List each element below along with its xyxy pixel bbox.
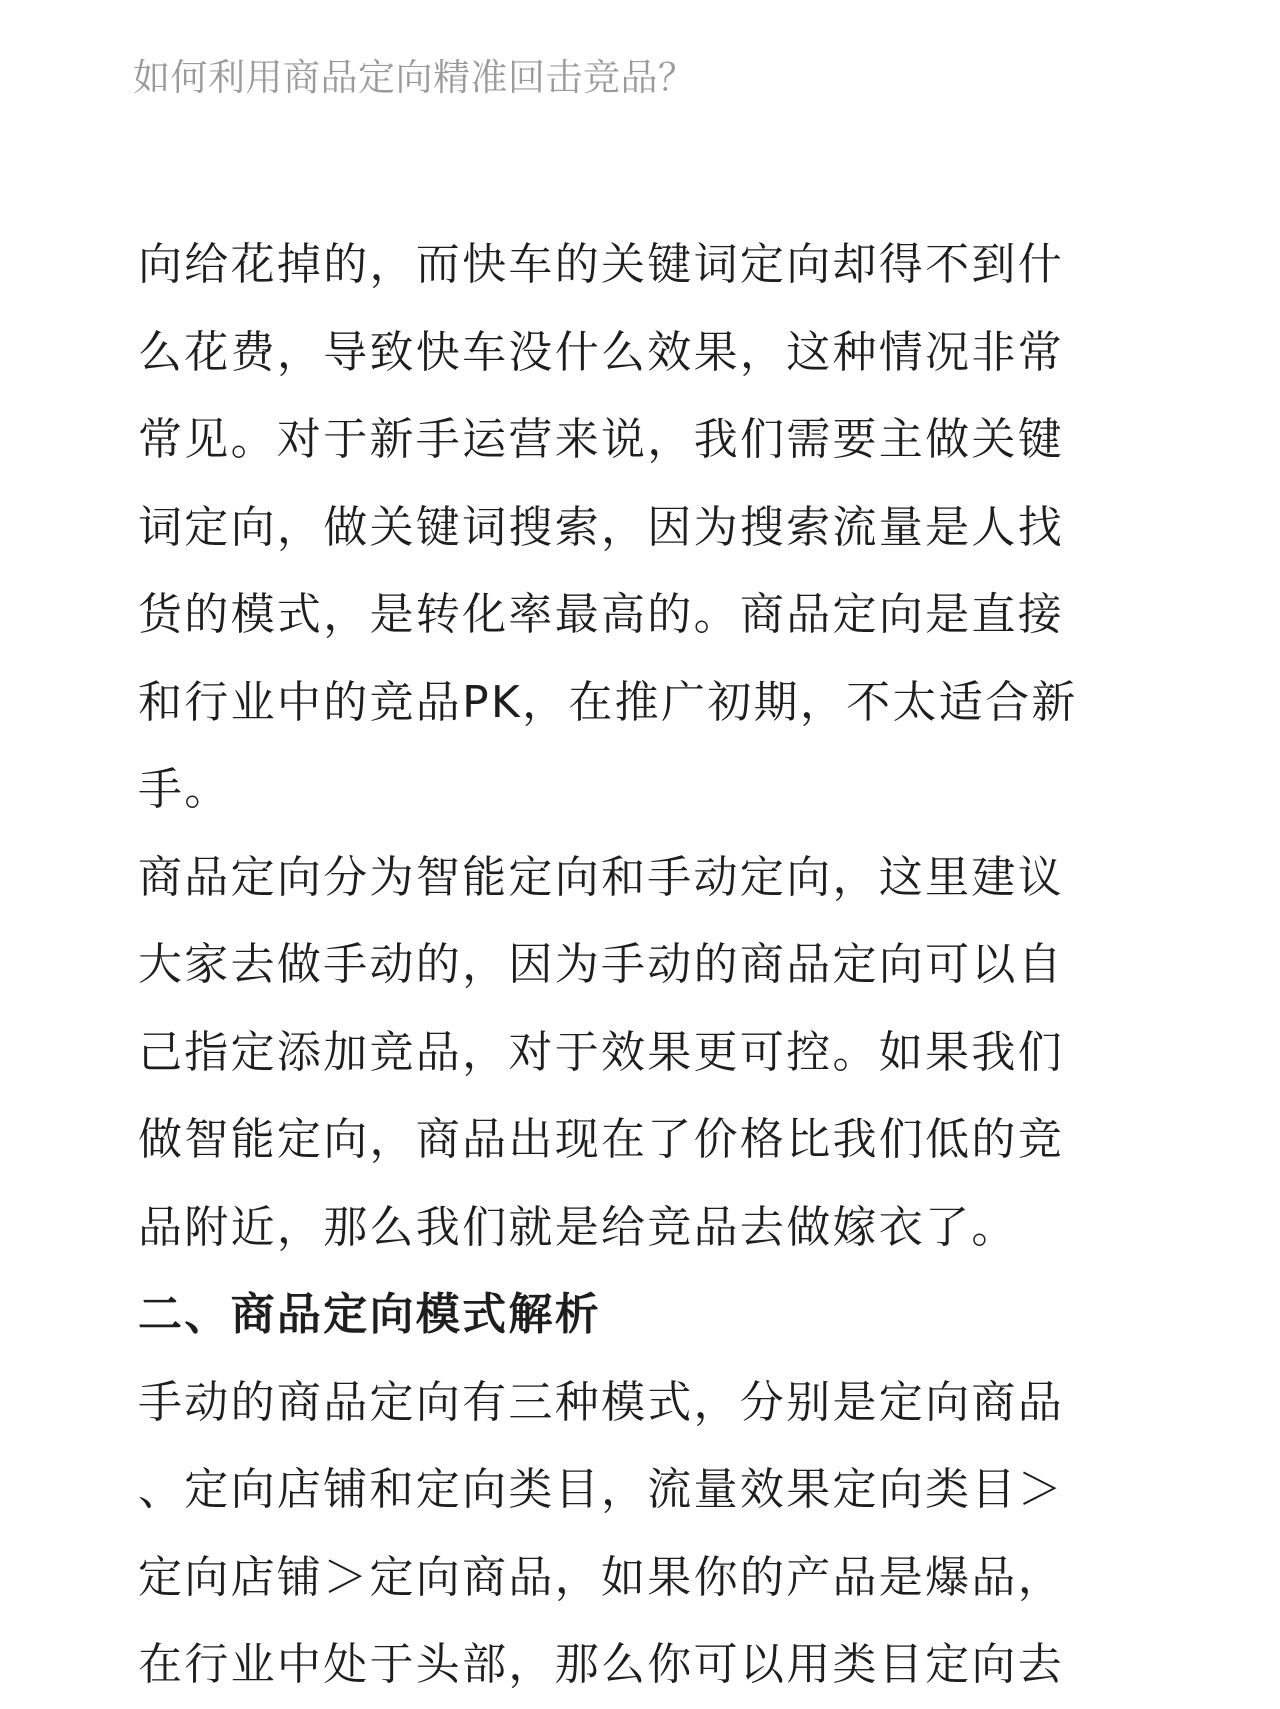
article-line: 商品定向分为智能定向和手动定向，这里建议 xyxy=(138,851,1064,903)
article-line: 定向店铺＞定向商品，如果你的产品是爆品， xyxy=(138,1551,1064,1603)
article-line: 和行业中的竞品PK，在推广初期，不太适合新 xyxy=(138,676,1078,728)
section-heading: 二、商品定向模式解析 xyxy=(138,1289,601,1340)
article-line: 、定向店铺和定向类目，流量效果定向类目＞ xyxy=(138,1464,1064,1515)
article-line: 己指定添加竞品，对于效果更可控。如果我们 xyxy=(138,1026,1064,1078)
article-line: 词定向，做关键词搜索，因为搜索流量是人找 xyxy=(138,501,1064,553)
article-line: 常见。对于新手运营来说，我们需要主做关键 xyxy=(138,414,1064,465)
article-line: 向给花掉的，而快车的关键词定向却得不到什 xyxy=(138,239,1064,290)
article-line: 手。 xyxy=(138,764,231,815)
article-line: 做智能定向，商品出现在了价格比我们低的竞 xyxy=(138,1114,1064,1165)
article-line: 大家去做手动的，因为手动的商品定向可以自 xyxy=(138,939,1064,990)
page-title: 如何利用商品定向精准回击竞品？ xyxy=(133,56,696,99)
article-line: 手动的商品定向有三种模式，分别是定向商品 xyxy=(138,1376,1064,1428)
article-line: 在行业中处于头部，那么你可以用类目定向去 xyxy=(138,1639,1064,1690)
article-line: 么花费，导致快车没什么效果，这种情况非常 xyxy=(138,326,1064,378)
article-body xyxy=(138,221,1148,1709)
article-line: 品附近，那么我们就是给竞品去做嫁衣了。 xyxy=(138,1201,1018,1253)
article-line: 货的模式，是转化率最高的。商品定向是直接 xyxy=(138,589,1064,640)
